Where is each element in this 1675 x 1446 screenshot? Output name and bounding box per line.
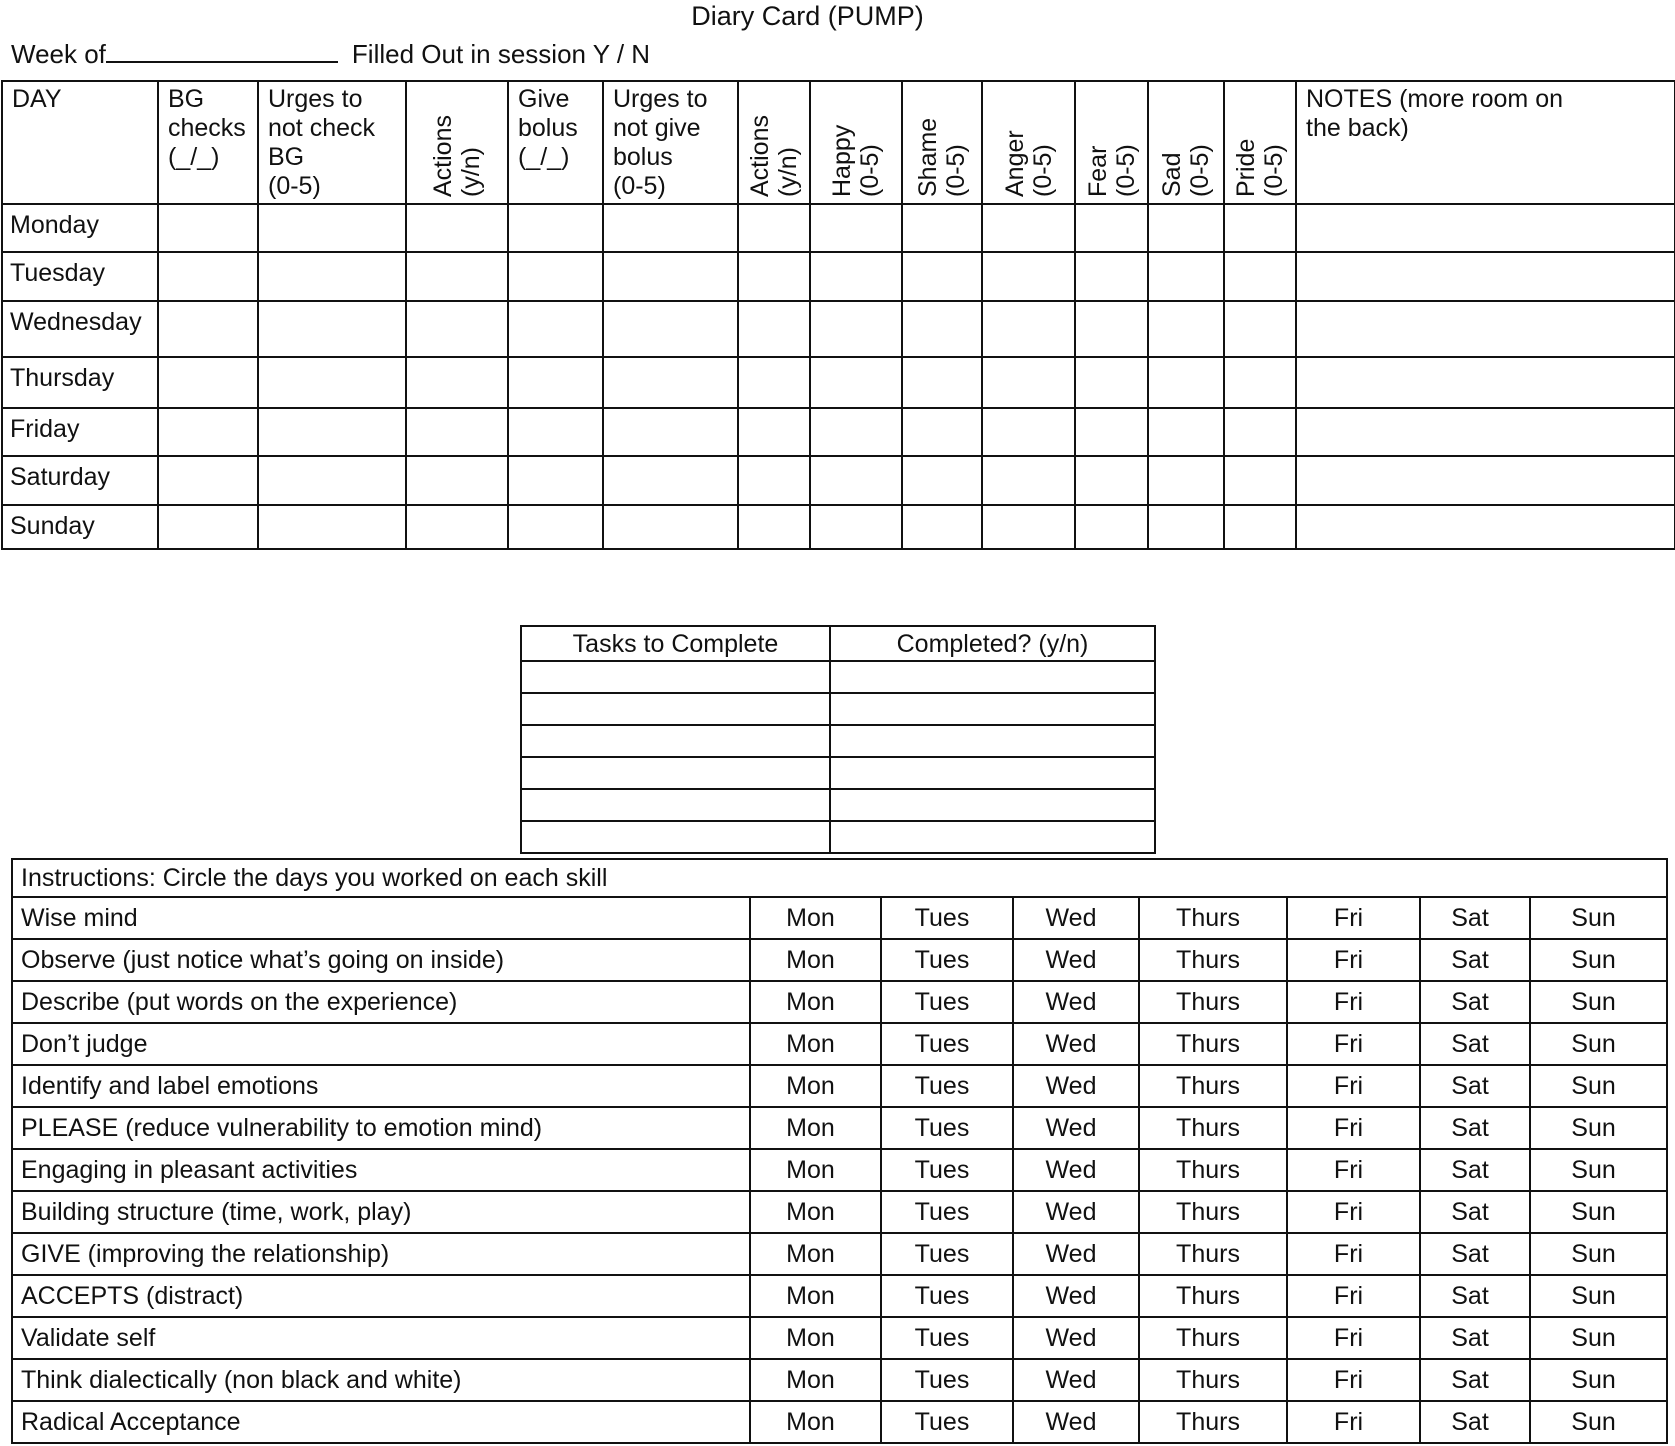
task-completed-cell[interactable]: [830, 757, 1155, 789]
skill-day-option[interactable]: Sun: [1530, 1191, 1667, 1233]
diary-column-label: Sad (0-5): [1158, 144, 1214, 197]
skill-day-option[interactable]: Sat: [1420, 897, 1530, 939]
task-entry-cell[interactable]: [521, 661, 830, 693]
diary-entry-cell[interactable]: [158, 408, 258, 456]
diary-column-header: [603, 81, 738, 204]
skill-label: Think dialectically (non black and white): [12, 1359, 750, 1401]
diary-column-label: Pride (0-5): [1232, 138, 1288, 197]
skill-day-option[interactable]: Sat: [1420, 1359, 1530, 1401]
diary-entry-cell[interactable]: [603, 204, 738, 252]
skill-day-option[interactable]: Sat: [1420, 981, 1530, 1023]
skill-day-option[interactable]: Thurs: [1139, 1401, 1287, 1443]
skill-day-option[interactable]: Wed: [1013, 897, 1139, 939]
skill-day-option[interactable]: Tues: [881, 1107, 1013, 1149]
diary-column-header: [982, 81, 1075, 204]
tasks-to-complete-header: Tasks to Complete: [521, 626, 830, 661]
diary-column-label: Actions (y/n): [429, 115, 485, 197]
skill-day-option[interactable]: Sun: [1530, 1023, 1667, 1065]
diary-entry-cell[interactable]: [1224, 301, 1296, 357]
skill-day-option[interactable]: Tues: [881, 1065, 1013, 1107]
diary-entry-cell[interactable]: [1296, 456, 1675, 505]
skill-label: Don’t judge: [12, 1023, 750, 1065]
diary-entry-cell[interactable]: [738, 357, 810, 408]
skill-label: Building structure (time, work, play): [12, 1191, 750, 1233]
task-completed-cell[interactable]: [830, 725, 1155, 757]
skill-day-option[interactable]: Thurs: [1139, 1275, 1287, 1317]
diary-entry-cell[interactable]: [902, 456, 982, 505]
task-completed-cell[interactable]: [830, 821, 1155, 853]
skill-day-option[interactable]: Thurs: [1139, 1359, 1287, 1401]
skill-day-option[interactable]: Tues: [881, 1233, 1013, 1275]
diary-entry-cell[interactable]: [406, 505, 508, 549]
diary-day-row: [2, 252, 1675, 301]
diary-day-row: [2, 505, 1675, 549]
diary-entry-cell[interactable]: [158, 252, 258, 301]
diary-entry-cell[interactable]: [158, 357, 258, 408]
week-of-blank-field[interactable]: [106, 39, 338, 63]
skill-row: [12, 981, 1667, 1023]
skill-row: [12, 1275, 1667, 1317]
task-completed-cell[interactable]: [830, 789, 1155, 821]
instructions-row: [12, 859, 1667, 897]
skill-row: [12, 1317, 1667, 1359]
diary-entry-cell[interactable]: [258, 456, 406, 505]
diary-entry-cell[interactable]: [603, 357, 738, 408]
diary-entry-cell[interactable]: [258, 204, 406, 252]
task-entry-cell[interactable]: [521, 789, 830, 821]
diary-entry-cell[interactable]: [902, 301, 982, 357]
skill-day-option[interactable]: Sat: [1420, 1023, 1530, 1065]
skill-day-option[interactable]: Wed: [1013, 939, 1139, 981]
diary-entry-cell[interactable]: [738, 204, 810, 252]
diary-entry-cell[interactable]: [603, 408, 738, 456]
skill-day-option[interactable]: Sat: [1420, 1401, 1530, 1443]
task-entry-cell[interactable]: [521, 757, 830, 789]
diary-day-row: [2, 301, 1675, 357]
day-label: Tuesday: [2, 252, 158, 301]
diary-entry-cell[interactable]: [406, 301, 508, 357]
diary-entry-cell[interactable]: [158, 456, 258, 505]
task-row: [521, 661, 1155, 693]
skill-row: [12, 939, 1667, 981]
skill-day-option[interactable]: Fri: [1287, 981, 1420, 1023]
diary-column-header: [1296, 81, 1675, 204]
skill-day-option[interactable]: Mon: [750, 1359, 881, 1401]
diary-entry-cell[interactable]: [1296, 505, 1675, 549]
diary-entry-cell[interactable]: [738, 505, 810, 549]
skill-day-option[interactable]: Tues: [881, 939, 1013, 981]
skill-day-option[interactable]: Sat: [1420, 939, 1530, 981]
skill-day-option[interactable]: Fri: [1287, 1023, 1420, 1065]
task-completed-cell[interactable]: [830, 693, 1155, 725]
skill-day-option[interactable]: Mon: [750, 1149, 881, 1191]
diary-entry-cell[interactable]: [508, 456, 603, 505]
skill-day-option[interactable]: Thurs: [1139, 1107, 1287, 1149]
skill-day-option[interactable]: Thurs: [1139, 1317, 1287, 1359]
diary-entry-cell[interactable]: [508, 505, 603, 549]
diary-entry-cell[interactable]: [406, 252, 508, 301]
diary-column-label: Actions (y/n): [746, 115, 802, 197]
diary-column-label: Give bolus (_/_): [518, 85, 578, 171]
task-entry-cell[interactable]: [521, 693, 830, 725]
diary-entry-cell[interactable]: [902, 252, 982, 301]
diary-entry-cell[interactable]: [982, 204, 1075, 252]
skill-day-option[interactable]: Fri: [1287, 1317, 1420, 1359]
diary-entry-cell[interactable]: [982, 357, 1075, 408]
skill-label: PLEASE (reduce vulnerability to emotion mind): [12, 1107, 750, 1149]
diary-entry-cell[interactable]: [738, 408, 810, 456]
day-label: Sunday: [2, 505, 158, 549]
diary-entry-cell[interactable]: [158, 505, 258, 549]
skill-day-option[interactable]: Mon: [750, 1317, 881, 1359]
task-row: [521, 693, 1155, 725]
task-entry-cell[interactable]: [521, 821, 830, 853]
skill-label: GIVE (improving the relationship): [12, 1233, 750, 1275]
skill-day-option[interactable]: Wed: [1013, 1065, 1139, 1107]
diary-entry-cell[interactable]: [738, 456, 810, 505]
tasks-table: [520, 625, 1156, 854]
skill-label: Wise mind: [12, 897, 750, 939]
diary-entry-cell[interactable]: [1224, 505, 1296, 549]
skill-day-option[interactable]: Wed: [1013, 1317, 1139, 1359]
week-line: [11, 38, 650, 70]
diary-column-header: [810, 81, 902, 204]
skill-day-option[interactable]: Tues: [881, 1359, 1013, 1401]
skill-day-option[interactable]: Wed: [1013, 1023, 1139, 1065]
completed-header: Completed? (y/n): [830, 626, 1155, 661]
skill-label: ACCEPTS (distract): [12, 1275, 750, 1317]
instructions-text: Instructions: Circle the days you worked on each skill: [12, 859, 1667, 897]
skill-label: Engaging in pleasant activities: [12, 1149, 750, 1191]
week-of-label: Week of: [11, 39, 106, 69]
skill-day-option[interactable]: Sun: [1530, 1233, 1667, 1275]
skill-day-option[interactable]: Mon: [750, 897, 881, 939]
skill-day-option[interactable]: Mon: [750, 1275, 881, 1317]
diary-entry-cell[interactable]: [810, 301, 902, 357]
diary-entry-cell[interactable]: [1224, 204, 1296, 252]
diary-entry-cell[interactable]: [1148, 204, 1224, 252]
diary-entry-cell[interactable]: [508, 204, 603, 252]
diary-entry-cell[interactable]: [508, 357, 603, 408]
skill-day-option[interactable]: Sat: [1420, 1191, 1530, 1233]
skill-day-option[interactable]: Sat: [1420, 1275, 1530, 1317]
diary-entry-cell[interactable]: [1148, 357, 1224, 408]
skill-day-option[interactable]: Sat: [1420, 1233, 1530, 1275]
page-title: Diary Card (PUMP): [691, 1, 924, 31]
diary-entry-cell[interactable]: [258, 408, 406, 456]
diary-entry-cell[interactable]: [1296, 301, 1675, 357]
diary-entry-cell[interactable]: [1224, 456, 1296, 505]
diary-entry-cell[interactable]: [406, 408, 508, 456]
diary-column-label: Shame (0-5): [914, 117, 970, 197]
diary-column-label: Anger (0-5): [1000, 130, 1057, 197]
skill-day-option[interactable]: Sat: [1420, 1065, 1530, 1107]
diary-entry-cell[interactable]: [258, 505, 406, 549]
diary-entry-cell[interactable]: [982, 505, 1075, 549]
diary-entry-cell[interactable]: [902, 204, 982, 252]
skill-row: [12, 1359, 1667, 1401]
diary-column-label: Urges to not check BG (0-5): [268, 85, 376, 200]
day-label: Thursday: [2, 357, 158, 408]
skill-row: [12, 1401, 1667, 1443]
skill-day-option[interactable]: Wed: [1013, 1233, 1139, 1275]
diary-entry-cell[interactable]: [1075, 301, 1148, 357]
diary-entry-cell[interactable]: [1148, 456, 1224, 505]
diary-entry-cell[interactable]: [406, 456, 508, 505]
skill-day-option[interactable]: Fri: [1287, 1233, 1420, 1275]
diary-header-row: [2, 81, 1675, 204]
diary-column-header: [258, 81, 406, 204]
diary-entry-cell[interactable]: [1224, 252, 1296, 301]
skill-day-option[interactable]: Fri: [1287, 1275, 1420, 1317]
skill-day-option[interactable]: Tues: [881, 981, 1013, 1023]
skill-day-option[interactable]: Mon: [750, 939, 881, 981]
diary-entry-cell[interactable]: [1148, 408, 1224, 456]
diary-entry-cell[interactable]: [1075, 252, 1148, 301]
skill-day-option[interactable]: Fri: [1287, 1191, 1420, 1233]
diary-entry-cell[interactable]: [902, 408, 982, 456]
skill-day-option[interactable]: Sun: [1530, 1359, 1667, 1401]
skill-day-option[interactable]: Sun: [1530, 897, 1667, 939]
task-row: [521, 757, 1155, 789]
skill-day-option[interactable]: Fri: [1287, 1065, 1420, 1107]
skills-table: [11, 858, 1668, 1444]
skill-day-option[interactable]: Thurs: [1139, 1191, 1287, 1233]
diary-entry-cell[interactable]: [1296, 204, 1675, 252]
diary-day-row: [2, 408, 1675, 456]
diary-entry-cell[interactable]: [810, 456, 902, 505]
skill-day-option[interactable]: Sun: [1530, 1317, 1667, 1359]
diary-entry-cell[interactable]: [1075, 357, 1148, 408]
skill-day-option[interactable]: Wed: [1013, 981, 1139, 1023]
skill-day-option[interactable]: Sun: [1530, 1149, 1667, 1191]
diary-entry-cell[interactable]: [508, 408, 603, 456]
skill-day-option[interactable]: Wed: [1013, 1149, 1139, 1191]
task-row: [521, 789, 1155, 821]
skill-day-option[interactable]: Tues: [881, 1023, 1013, 1065]
skill-day-option[interactable]: Wed: [1013, 1191, 1139, 1233]
diary-column-header: [508, 81, 603, 204]
skill-day-option[interactable]: Sun: [1530, 1275, 1667, 1317]
skill-label: Radical Acceptance: [12, 1401, 750, 1443]
skill-day-option[interactable]: Thurs: [1139, 897, 1287, 939]
diary-entry-cell[interactable]: [603, 456, 738, 505]
diary-entry-cell[interactable]: [1075, 408, 1148, 456]
diary-column-header: [1148, 81, 1224, 204]
skill-day-option[interactable]: Mon: [750, 1191, 881, 1233]
skill-day-option[interactable]: Thurs: [1139, 939, 1287, 981]
diary-entry-cell[interactable]: [902, 505, 982, 549]
diary-entry-cell[interactable]: [1148, 505, 1224, 549]
skill-label: Observe (just notice what’s going on inside): [12, 939, 750, 981]
skill-row: [12, 897, 1667, 939]
diary-column-header: [406, 81, 508, 204]
skill-day-option[interactable]: Sun: [1530, 1065, 1667, 1107]
skill-day-option[interactable]: Sun: [1530, 981, 1667, 1023]
skill-day-option[interactable]: Mon: [750, 1065, 881, 1107]
diary-column-label: DAY: [12, 85, 62, 113]
skill-day-option[interactable]: Fri: [1287, 1107, 1420, 1149]
skill-day-option[interactable]: Tues: [881, 1275, 1013, 1317]
skill-day-option[interactable]: Fri: [1287, 939, 1420, 981]
skill-row: [12, 1149, 1667, 1191]
skill-label: Identify and label emotions: [12, 1065, 750, 1107]
day-label: Monday: [2, 204, 158, 252]
skill-day-option[interactable]: Wed: [1013, 1107, 1139, 1149]
diary-entry-cell[interactable]: [158, 204, 258, 252]
filled-out-label: Filled Out in session Y / N: [351, 39, 651, 69]
skill-day-option[interactable]: Wed: [1013, 1359, 1139, 1401]
diary-entry-cell[interactable]: [1075, 505, 1148, 549]
diary-column-header: [158, 81, 258, 204]
diary-column-label: Fear (0-5): [1083, 144, 1140, 197]
skill-day-option[interactable]: Fri: [1287, 1401, 1420, 1443]
skill-day-option[interactable]: Fri: [1287, 1359, 1420, 1401]
day-label: Wednesday: [2, 301, 158, 357]
diary-entry-cell[interactable]: [1224, 357, 1296, 408]
skill-day-option[interactable]: Tues: [881, 1149, 1013, 1191]
skill-row: [12, 1233, 1667, 1275]
diary-column-label: BG checks (_/_): [168, 85, 246, 171]
skill-day-option[interactable]: Wed: [1013, 1401, 1139, 1443]
skill-label: Validate self: [12, 1317, 750, 1359]
diary-entry-cell[interactable]: [738, 301, 810, 357]
day-label: Saturday: [2, 456, 158, 505]
diary-table: [1, 80, 1675, 550]
skill-day-option[interactable]: Sat: [1420, 1317, 1530, 1359]
diary-column-header: [738, 81, 810, 204]
diary-entry-cell[interactable]: [603, 301, 738, 357]
diary-entry-cell[interactable]: [982, 252, 1075, 301]
diary-entry-cell[interactable]: [1148, 301, 1224, 357]
skill-day-option[interactable]: Sat: [1420, 1107, 1530, 1149]
skill-day-option[interactable]: Sun: [1530, 1401, 1667, 1443]
diary-entry-cell[interactable]: [603, 505, 738, 549]
skill-day-option[interactable]: Thurs: [1139, 1023, 1287, 1065]
diary-column-header: [2, 81, 158, 204]
diary-entry-cell[interactable]: [738, 252, 810, 301]
diary-entry-cell[interactable]: [406, 204, 508, 252]
diary-entry-cell[interactable]: [1296, 252, 1675, 301]
diary-column-header: [902, 81, 982, 204]
skill-day-option[interactable]: Tues: [881, 1191, 1013, 1233]
tasks-header-row: [521, 626, 1155, 661]
skill-day-option[interactable]: Sun: [1530, 939, 1667, 981]
skill-day-option[interactable]: Thurs: [1139, 981, 1287, 1023]
diary-entry-cell[interactable]: [810, 408, 902, 456]
skill-day-option[interactable]: Sun: [1530, 1107, 1667, 1149]
skill-day-option[interactable]: Fri: [1287, 897, 1420, 939]
diary-entry-cell[interactable]: [1075, 204, 1148, 252]
skill-day-option[interactable]: Mon: [750, 1107, 881, 1149]
diary-column-label: Urges to not give bolus (0-5): [613, 85, 708, 200]
diary-entry-cell[interactable]: [1296, 408, 1675, 456]
skill-row: [12, 1065, 1667, 1107]
task-entry-cell[interactable]: [521, 725, 830, 757]
diary-day-row: [2, 204, 1675, 252]
skill-day-option[interactable]: Fri: [1287, 1149, 1420, 1191]
diary-entry-cell[interactable]: [810, 357, 902, 408]
skill-day-option[interactable]: Tues: [881, 897, 1013, 939]
diary-entry-cell[interactable]: [902, 357, 982, 408]
diary-entry-cell[interactable]: [982, 301, 1075, 357]
diary-entry-cell[interactable]: [1148, 252, 1224, 301]
skill-day-option[interactable]: Thurs: [1139, 1065, 1287, 1107]
diary-entry-cell[interactable]: [982, 408, 1075, 456]
skill-label: Describe (put words on the experience): [12, 981, 750, 1023]
diary-entry-cell[interactable]: [406, 357, 508, 408]
skill-row: [12, 1023, 1667, 1065]
diary-entry-cell[interactable]: [158, 301, 258, 357]
skill-day-option[interactable]: Mon: [750, 1233, 881, 1275]
skill-day-option[interactable]: Mon: [750, 1401, 881, 1443]
task-completed-cell[interactable]: [830, 661, 1155, 693]
diary-entry-cell[interactable]: [1224, 408, 1296, 456]
diary-entry-cell[interactable]: [508, 301, 603, 357]
skill-day-option[interactable]: Tues: [881, 1401, 1013, 1443]
diary-entry-cell[interactable]: [258, 357, 406, 408]
task-row: [521, 821, 1155, 853]
diary-entry-cell[interactable]: [810, 252, 902, 301]
skill-day-option[interactable]: Thurs: [1139, 1149, 1287, 1191]
diary-entry-cell[interactable]: [603, 252, 738, 301]
skill-day-option[interactable]: Sat: [1420, 1149, 1530, 1191]
day-label: Friday: [2, 408, 158, 456]
diary-entry-cell[interactable]: [1075, 456, 1148, 505]
skill-row: [12, 1107, 1667, 1149]
diary-entry-cell[interactable]: [508, 252, 603, 301]
diary-column-header: [1224, 81, 1296, 204]
diary-day-row: [2, 456, 1675, 505]
skill-row: [12, 1191, 1667, 1233]
diary-day-row: [2, 357, 1675, 408]
diary-entry-cell[interactable]: [982, 456, 1075, 505]
diary-column-label: NOTES (more room on the back): [1306, 85, 1564, 142]
task-row: [521, 725, 1155, 757]
skill-day-option[interactable]: Wed: [1013, 1275, 1139, 1317]
skill-day-option[interactable]: Mon: [750, 981, 881, 1023]
skill-day-option[interactable]: Mon: [750, 1023, 881, 1065]
diary-entry-cell[interactable]: [1296, 357, 1675, 408]
skill-day-option[interactable]: Thurs: [1139, 1233, 1287, 1275]
diary-entry-cell[interactable]: [810, 505, 902, 549]
diary-column-header: [1075, 81, 1148, 204]
diary-entry-cell[interactable]: [810, 204, 902, 252]
diary-entry-cell[interactable]: [258, 252, 406, 301]
skill-day-option[interactable]: Tues: [881, 1317, 1013, 1359]
diary-entry-cell[interactable]: [258, 301, 406, 357]
diary-column-label: Happy (0-5): [828, 124, 884, 197]
